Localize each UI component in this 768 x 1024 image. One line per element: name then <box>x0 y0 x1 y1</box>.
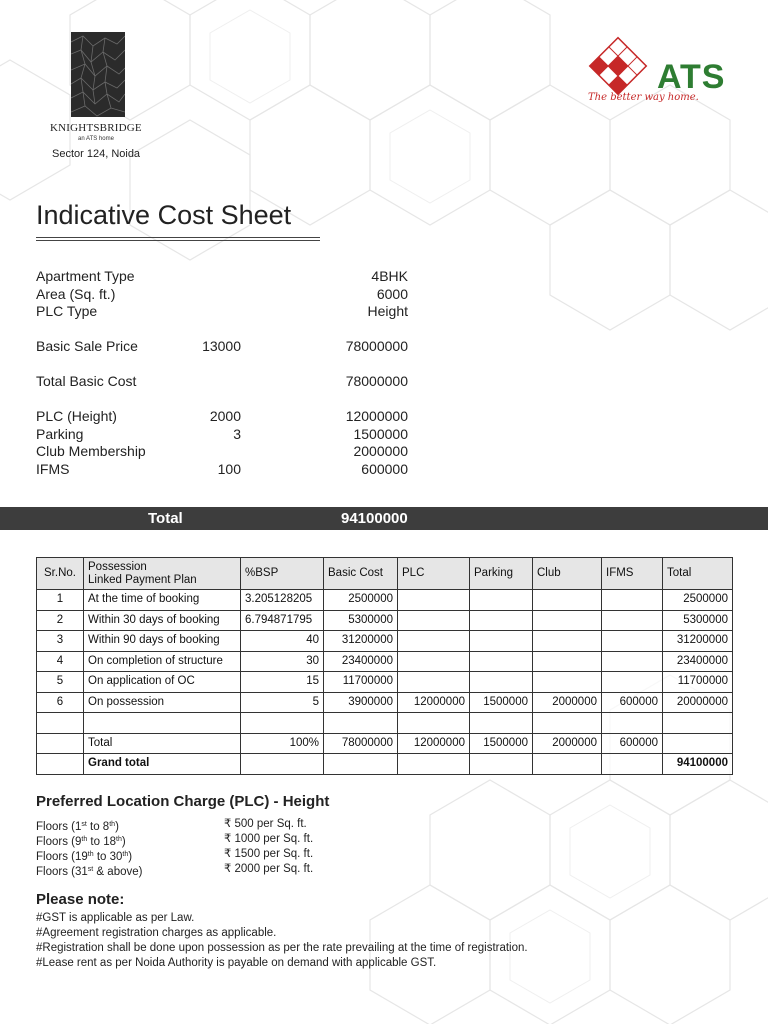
note-item: #Lease rent as per Noida Authority is payable on demand with applicable GST. <box>36 957 437 969</box>
plc-floor-range: Floors (19th to 30th) <box>36 851 133 863</box>
cell-total: 2500000 <box>663 590 733 611</box>
summary-label: Club Membership <box>36 443 146 459</box>
summary-row <box>36 303 408 321</box>
plc-row <box>36 832 313 847</box>
header-plc: PLC <box>398 558 470 590</box>
table-row <box>37 590 733 611</box>
summary-row <box>36 286 408 304</box>
cell-plc <box>398 651 470 672</box>
table-row <box>37 651 733 672</box>
cell-grand-total-label: Grand total <box>84 754 241 775</box>
summary-label: Basic Sale Price <box>36 338 138 354</box>
header-parking: Parking <box>470 558 533 590</box>
plc-list <box>36 817 313 877</box>
plc-price: ₹ 2000 per Sq. ft. <box>224 863 314 875</box>
cell-parking <box>470 651 533 672</box>
cell-total: 20000000 <box>663 692 733 713</box>
total-value: 94100000 <box>341 510 408 527</box>
cell-sr: 3 <box>37 631 84 652</box>
cell-total-label: Total <box>84 733 241 754</box>
header-stage-line1: Possession <box>88 560 147 573</box>
summary-rate <box>166 373 241 391</box>
cell-ifms <box>602 590 663 611</box>
summary-row <box>36 443 408 461</box>
cell-stage: At the time of booking <box>84 590 241 611</box>
summary-row <box>36 461 408 479</box>
cell-bsp: 6.794871795 <box>241 610 324 631</box>
cell-ifms <box>602 610 663 631</box>
summary-amount: 12000000 <box>345 408 408 424</box>
cell-stage: On completion of structure <box>84 651 241 672</box>
summary-amount: 1500000 <box>353 425 408 442</box>
cell-stage: Within 90 days of booking <box>84 631 241 652</box>
plc-price: ₹ 1000 per Sq. ft. <box>224 833 314 845</box>
cell-total-ifms: 600000 <box>602 733 663 754</box>
project-location: Sector 124, Noida <box>52 148 141 160</box>
cell-ifms <box>602 631 663 652</box>
cell-total-club: 2000000 <box>533 733 602 754</box>
cell-total-plc: 12000000 <box>398 733 470 754</box>
table-row <box>37 692 733 713</box>
summary-label: Area (Sq. ft.) <box>36 285 116 302</box>
cell-basic-cost: 2500000 <box>324 590 398 611</box>
cell-total: 5300000 <box>663 610 733 631</box>
payment-plan-table <box>36 557 733 775</box>
plc-row <box>36 817 313 832</box>
cell-basic-cost: 23400000 <box>324 651 398 672</box>
header-basic-cost: Basic Cost <box>324 558 398 590</box>
cell-basic-cost: 11700000 <box>324 672 398 693</box>
cell-total: 31200000 <box>663 631 733 652</box>
plc-section-title: Preferred Location Charge (PLC) - Height <box>36 793 330 810</box>
cell-club <box>533 590 602 611</box>
summary-label: Total Basic Cost <box>36 373 137 389</box>
notes-list <box>36 911 528 971</box>
total-label: Total <box>148 510 183 527</box>
knightsbridge-emblem-icon <box>71 32 125 117</box>
cell-ifms <box>602 672 663 693</box>
brand-tagline: The better way home. <box>588 92 699 103</box>
summary-rate <box>166 443 241 461</box>
cell-parking <box>470 590 533 611</box>
summary-rate: 2000 <box>209 408 241 424</box>
cell-grand-total-value: 94100000 <box>663 754 733 775</box>
cell-parking <box>470 672 533 693</box>
cell-stage: On possession <box>84 692 241 713</box>
project-tagline: an ATS home <box>78 136 114 142</box>
header-total: Total <box>663 558 733 590</box>
table-grand-total-row <box>37 754 733 775</box>
summary-rate <box>166 303 241 321</box>
summary-row <box>36 338 408 356</box>
cell-bsp: 3.205128205 <box>241 590 324 611</box>
summary-label: Parking <box>36 425 84 442</box>
cell-ifms <box>602 651 663 672</box>
cell-plc <box>398 590 470 611</box>
plc-floor-range: Floors (31st & above) <box>36 866 143 878</box>
cell-stage: On application of OC <box>84 672 241 693</box>
total-bar <box>0 507 768 530</box>
note-item: #GST is applicable as per Law. <box>36 912 195 924</box>
cell-parking <box>470 610 533 631</box>
cell-plc: 12000000 <box>398 692 470 713</box>
cell-stage: Within 30 days of booking <box>84 610 241 631</box>
header-sr-no: Sr.No. <box>37 558 84 590</box>
note-item: #Agreement registration charges as applicable. <box>36 927 277 939</box>
cell-basic-cost: 31200000 <box>324 631 398 652</box>
summary-rate: 13000 <box>202 338 241 354</box>
summary-label: PLC Type <box>36 303 98 319</box>
cell-total-basic-cost: 78000000 <box>324 733 398 754</box>
title-underline <box>36 237 320 241</box>
project-name: KNIGHTSBRIDGE <box>50 122 142 134</box>
cell-club <box>533 651 602 672</box>
summary-row <box>36 426 408 444</box>
cell-total: 11700000 <box>663 672 733 693</box>
cell-bsp: 5 <box>241 692 324 713</box>
page-title: Indicative Cost Sheet <box>36 200 292 230</box>
summary-rate: 100 <box>217 460 241 477</box>
cell-sr: 6 <box>37 692 84 713</box>
table-row-empty <box>37 713 733 734</box>
plc-floor-range: Floors (1st to 8th) <box>36 821 119 833</box>
summary-rate: 3 <box>233 425 241 442</box>
summary-amount: 78000000 <box>345 373 408 389</box>
cell-ifms: 600000 <box>602 692 663 713</box>
ats-diamond-icon <box>578 36 658 96</box>
cell-sr: 2 <box>37 610 84 631</box>
header-stage <box>84 558 241 590</box>
summary-amount: Height <box>367 303 408 319</box>
note-item: #Registration shall be done upon possession as per the rate prevailing at the time of registration. <box>36 942 528 954</box>
cell-parking <box>470 631 533 652</box>
summary-amount: 600000 <box>361 460 408 477</box>
cell-bsp: 40 <box>241 631 324 652</box>
cell-club <box>533 631 602 652</box>
notes-title: Please note: <box>36 891 125 908</box>
cell-club: 2000000 <box>533 692 602 713</box>
summary-label: PLC (Height) <box>36 408 117 424</box>
summary-rate <box>166 286 241 304</box>
summary-row <box>36 268 408 286</box>
table-total-row <box>37 733 733 754</box>
plc-price: ₹ 1500 per Sq. ft. <box>224 848 314 860</box>
plc-price: ₹ 500 per Sq. ft. <box>224 818 307 830</box>
cell-parking: 1500000 <box>470 692 533 713</box>
cell-club <box>533 672 602 693</box>
summary-row <box>36 408 408 426</box>
cell-bsp: 15 <box>241 672 324 693</box>
summary-amount: 2000000 <box>353 443 408 459</box>
summary-row <box>36 373 408 391</box>
cell-plc <box>398 610 470 631</box>
summary-rate <box>166 268 241 286</box>
plc-row <box>36 862 313 877</box>
cell-basic-cost: 3900000 <box>324 692 398 713</box>
summary-label: Apartment Type <box>36 268 135 284</box>
header-ifms: IFMS <box>602 558 663 590</box>
header-stage-line2: Linked Payment Plan <box>88 573 197 586</box>
summary-amount: 4BHK <box>371 268 408 284</box>
cell-bsp: 30 <box>241 651 324 672</box>
summary-amount: 78000000 <box>345 338 408 354</box>
ats-logo <box>578 36 738 116</box>
brand-name: ATS <box>657 58 726 96</box>
cell-sr: 4 <box>37 651 84 672</box>
header-bsp: %BSP <box>241 558 324 590</box>
table-header-row <box>37 558 733 590</box>
cell-total-parking: 1500000 <box>470 733 533 754</box>
cell-sr: 5 <box>37 672 84 693</box>
plc-row <box>36 847 313 862</box>
cell-basic-cost: 5300000 <box>324 610 398 631</box>
cell-total: 23400000 <box>663 651 733 672</box>
cell-sr: 1 <box>37 590 84 611</box>
summary-label: IFMS <box>36 460 70 477</box>
summary-amount: 6000 <box>376 285 408 302</box>
cell-club <box>533 610 602 631</box>
plc-floor-range: Floors (9th to 18th) <box>36 836 126 848</box>
cell-plc <box>398 672 470 693</box>
table-row <box>37 631 733 652</box>
cost-summary <box>36 268 408 478</box>
header-club: Club <box>533 558 602 590</box>
table-row <box>37 610 733 631</box>
table-row <box>37 672 733 693</box>
cell-plc <box>398 631 470 652</box>
cell-total-bsp: 100% <box>241 733 324 754</box>
